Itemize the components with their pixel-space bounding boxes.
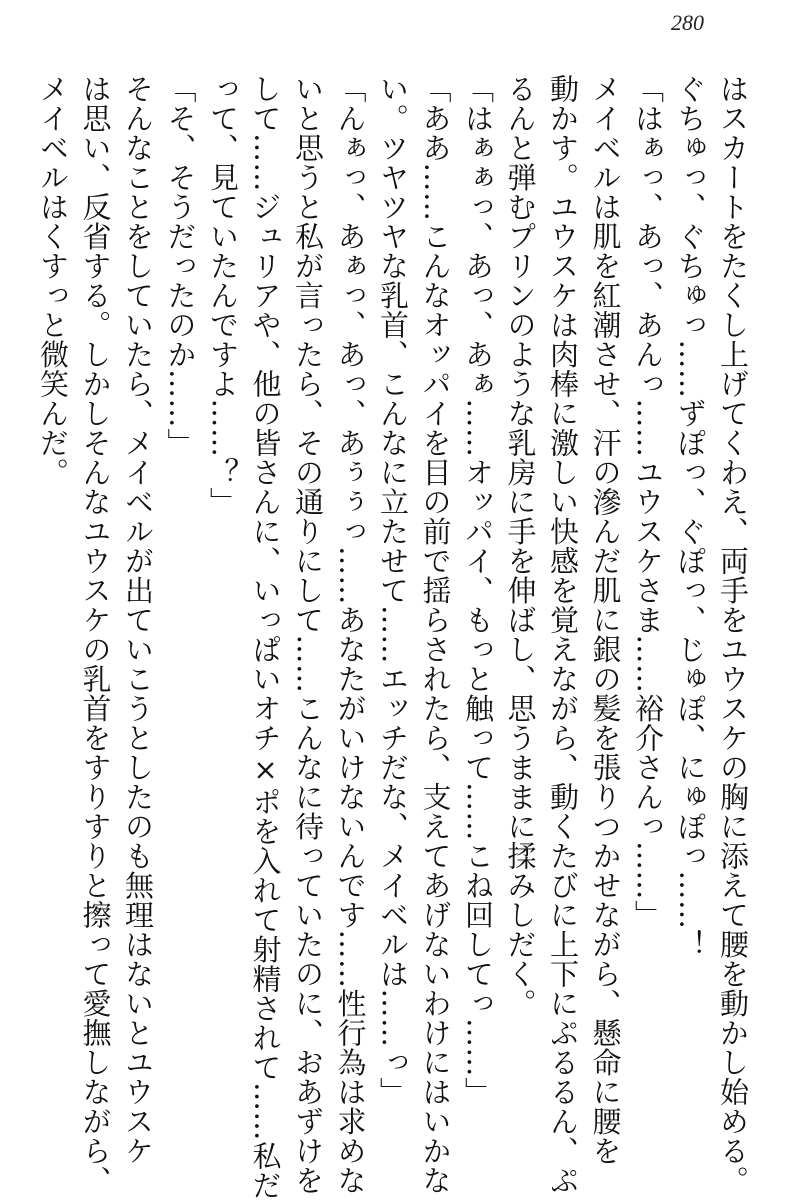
text-line: いと思うと私が言ったら、その通りにして……こんなに待っていたのに、おあずけを [291,74,325,1195]
text-line: そんなことをしていたら、メイベルが出ていこうとしたのも無理はないとユウスケ [121,74,155,1166]
text-line: るんと弾むプリンのような乳房に手を伸ばし、思うままに揉みしだく。 [503,74,538,1018]
text-line: 「んぁっ、あぁっ、あっ、あぅぅっ……あなたがいけないんです……性行為は求めな [333,74,368,1195]
text-line: メイベルはくすっと微笑んだ。 [36,74,70,487]
text-line: い。ツヤツヤな乳首、こんなに立たせて……エッチだな、メイベルは……っ」 [376,74,410,1107]
text-line: って、見ていたんですよ……？」 [206,74,240,517]
vertical-text-body [36,74,754,1200]
text-line: はスカートをたくし上げてくわえ、両手をユウスケの胸に添えて腰を動かし始める。 [716,74,750,1195]
text-line: は思い、反省する。しかしそんなユウスケの乳首をすりすりと擦って愛撫しながら、 [78,74,113,1195]
text-line: 「そ、そうだったのか……」 [163,74,198,458]
text-line: メイベルは肌を紅潮させ、汗の滲んだ肌に銀の髪を張りつかせながら、懸命に腰を [588,74,623,1166]
text-line: 動かす。ユウスケは肉棒に激しい快感を覚えながら、動くたびに上下にぷるるん、ぷ [546,74,580,1195]
text-line: ぐちゅっ、ぐちゅっ……ずぽっ、ぐぽっ、じゅぽ、にゅぽっ……！ [673,74,708,959]
text-line: 「はぁぁっ、あっ、あぁ……オッパイ、もっと触って……こね回してっ……」 [461,74,495,1107]
page-number: 280 [671,10,704,35]
text-line: して……ジュリアや、他の皆さんに、いっぱいオチ×ポを入れて射精されて……私だ [248,74,283,1200]
text-line: 「はぁっ、あっ、あんっ……ユウスケさま……裕介さんっ……」 [631,74,665,930]
text-line: 「ああ……こんなオッパイを目の前で揺らされたら、支えてあげないわけにはいかな [418,74,453,1195]
